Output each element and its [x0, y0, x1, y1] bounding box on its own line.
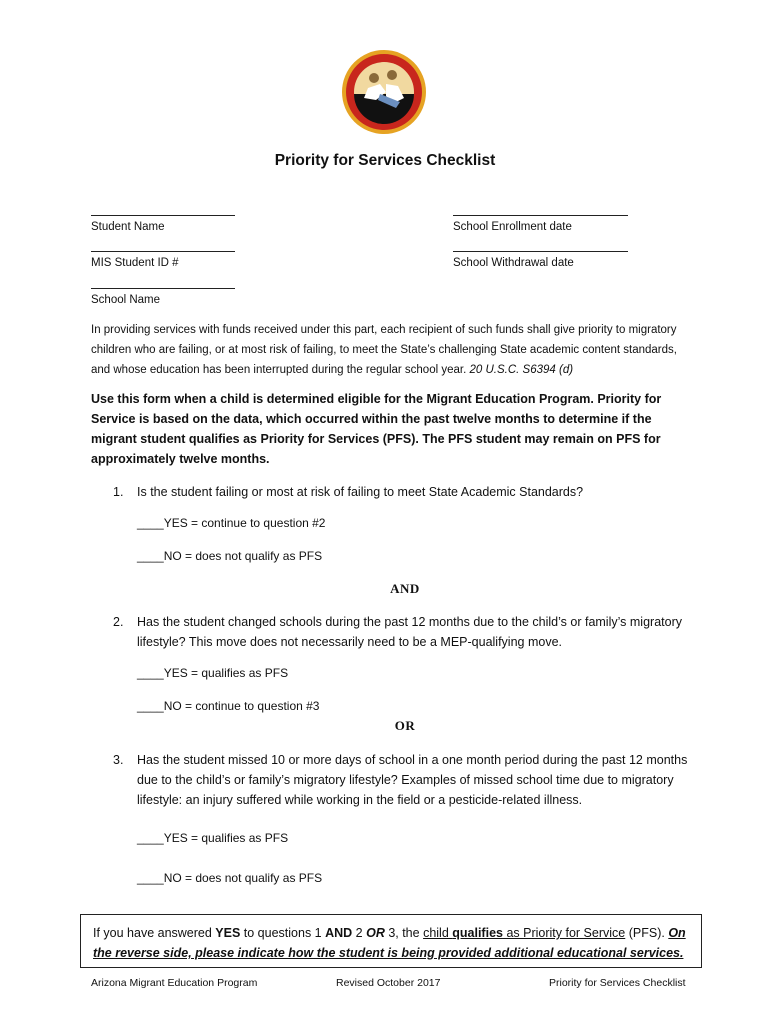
summary-box [80, 914, 702, 968]
enrollment-date-line[interactable] [453, 215, 628, 216]
question-2-number: 2. [113, 615, 124, 629]
footer-right: Priority for Services Checklist [549, 977, 686, 989]
enrollment-date-label: School Enrollment date [453, 221, 572, 233]
summary-or: OR [366, 926, 385, 940]
summary-and: AND [325, 926, 353, 940]
summary-text-4: 3, the [384, 926, 424, 940]
student-name-line[interactable] [91, 215, 235, 216]
question-1-yes-option[interactable]: ____YES = continue to question #2 [137, 516, 326, 530]
summary-text-6: (PFS). [625, 926, 669, 940]
withdrawal-date-label: School Withdrawal date [453, 257, 574, 269]
footer-center: Revised October 2017 [336, 977, 441, 989]
mis-id-line[interactable] [91, 251, 235, 252]
instructions-paragraph: Use this form when a child is determined eligible for the Migrant Education Program. Priority for Service is based on the data, which occurred within the past twelve months to determine if the migrant student qualifies as Priority for Services (PFS). The PFS student may remain on PFS for approximately twelve months. [91, 392, 662, 466]
page-title: Priority for Services Checklist [274, 152, 496, 169]
conjunction-and: AND [390, 581, 420, 596]
summary-text-1: If you have answered [93, 926, 216, 940]
question-1-number: 1. [113, 485, 124, 499]
summary-pfs: as Priority for Service [502, 926, 626, 940]
question-2-no-option[interactable]: ____NO = continue to question #3 [137, 699, 320, 713]
conjunction-or: OR [394, 718, 416, 733]
question-1-text: Is the student failing or most at risk of failing to meet State Academic Standards? [137, 485, 584, 499]
school-name-line[interactable] [91, 288, 235, 289]
intro-citation: 20 U.S.C. S6394 (d) [469, 364, 574, 376]
question-2-text: Has the student changed schools during the past 12 months due to the child’s or family’s migratory lifestyle? This move does not necessarily need to be a MEP-qualifying move. [137, 615, 682, 649]
student-name-label: Student Name [91, 221, 165, 233]
question-3-no-option[interactable]: ____NO = does not qualify as PFS [137, 871, 323, 885]
intro-paragraph [91, 320, 691, 380]
program-logo [340, 48, 428, 136]
question-3-text: Has the student missed 10 or more days of school in a one month period during the past 12 months due to the child’s or family’s migratory lifestyle? Examples of missed school time due to migratory lifestyle: an injury suffered while working in the field or a pesticide-related illness. [137, 753, 688, 807]
footer-left: Arizona Migrant Education Program [91, 977, 258, 989]
withdrawal-date-line[interactable] [453, 251, 628, 252]
question-2-yes-option[interactable]: ____YES = qualifies as PFS [137, 666, 289, 680]
summary-child: child [423, 926, 453, 940]
question-3-number: 3. [113, 753, 124, 767]
school-name-label: School Name [91, 294, 161, 306]
summary-text-3: 2 [352, 926, 367, 940]
mis-id-label: MIS Student ID # [91, 257, 179, 269]
summary-reverse-side: On the reverse side, please indicate how the student is being provided additional educational services. [93, 926, 686, 960]
question-1-no-option[interactable]: ____NO = does not qualify as PFS [137, 549, 323, 563]
summary-qualifies: qualifies [452, 926, 503, 940]
intro-text: In providing services with funds received under this part, each recipient of such funds shall give priority to migratory children who are failing, or at most risk of failing, to meet the State’s challenging State academic content standards, and whose education has been interrupted during the regular school year. [91, 324, 677, 376]
summary-text-2: to questions 1 [240, 926, 326, 940]
question-3-yes-option[interactable]: ____YES = qualifies as PFS [137, 831, 289, 845]
summary-yes: YES [215, 926, 241, 940]
